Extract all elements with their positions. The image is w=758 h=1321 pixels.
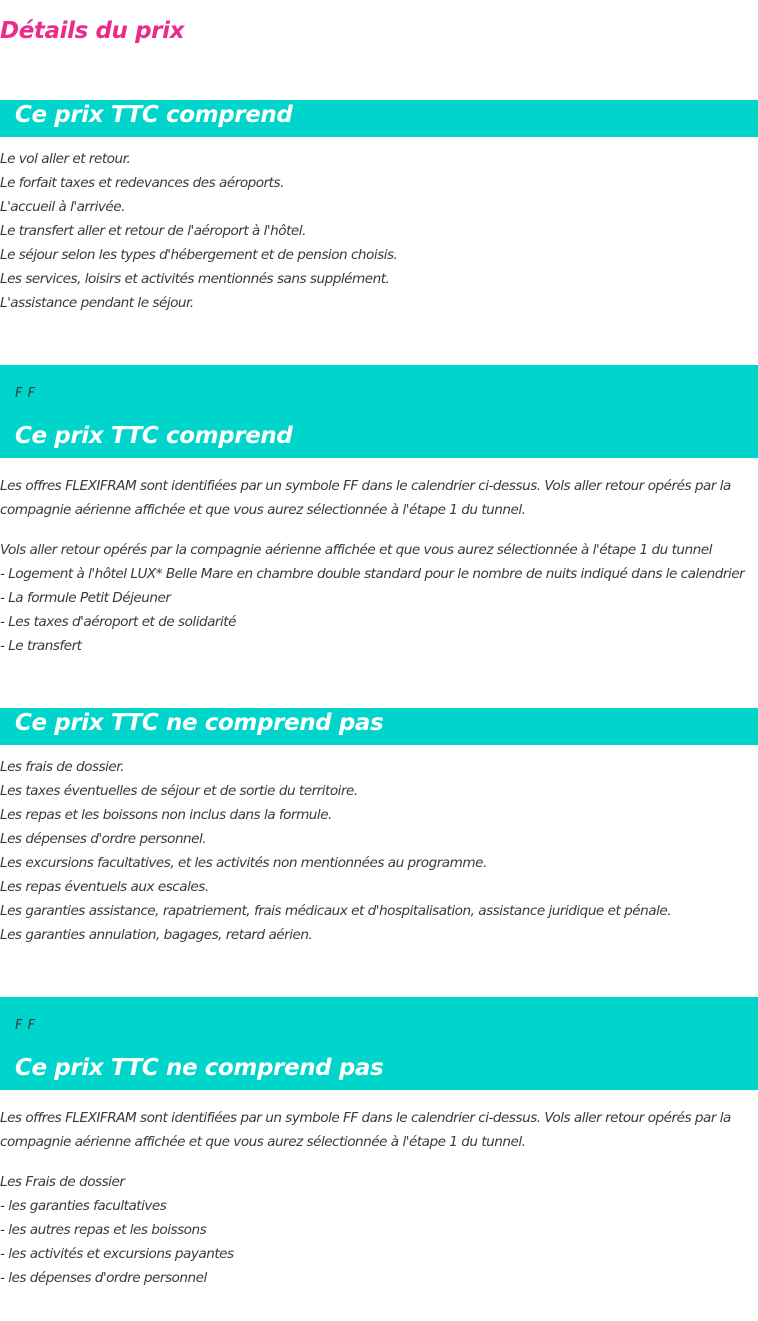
page-title: Détails du prix — [0, 18, 185, 44]
list-item: Les taxes éventuelles de séjour et de sortie du territoire. — [0, 783, 358, 799]
list-item: Vols aller retour opérés par la compagnie aérienne affichée et que vous aurez sélectionnée à l'étape 1 du tunnel — [0, 542, 712, 558]
flexifram-included-list — [0, 538, 758, 658]
section-includes — [0, 100, 758, 315]
ff-symbol: F F — [15, 1018, 36, 1033]
section-header-band — [0, 100, 758, 137]
list-item: Le forfait taxes et redevances des aéroports. — [0, 175, 284, 191]
list-item: - Logement à l'hôtel LUX* Belle Mare en chambre double standard pour le nombre de nuits indiqué dans le calendrier — [0, 566, 745, 582]
list-item: - les activités et excursions payantes — [0, 1246, 234, 1262]
list-item: - La formule Petit Déjeuner — [0, 590, 171, 606]
section-header-band — [0, 365, 758, 458]
section-title: Ce prix TTC ne comprend pas — [15, 1055, 384, 1081]
section-title: Ce prix TTC comprend — [15, 102, 293, 128]
included-items-list — [0, 147, 758, 315]
excluded-items-list — [0, 755, 758, 947]
list-item: - Les taxes d'aéroport et de solidarité — [0, 614, 236, 630]
list-item: Le vol aller et retour. — [0, 151, 131, 167]
section-header-band — [0, 997, 758, 1090]
list-item: - les dépenses d'ordre personnel — [0, 1270, 207, 1286]
list-item: L'assistance pendant le séjour. — [0, 295, 194, 311]
list-item: Les excursions facultatives, et les activités non mentionnées au programme. — [0, 855, 487, 871]
section-title: Ce prix TTC ne comprend pas — [15, 710, 384, 736]
list-item: Le transfert aller et retour de l'aéroport à l'hôtel. — [0, 223, 306, 239]
list-item: Le séjour selon les types d'hébergement et de pension choisis. — [0, 247, 398, 263]
list-item: L'accueil à l'arrivée. — [0, 199, 125, 215]
list-item: Les repas éventuels aux escales. — [0, 879, 209, 895]
list-item: - les autres repas et les boissons — [0, 1222, 207, 1238]
list-item: Les garanties annulation, bagages, retard aérien. — [0, 927, 313, 943]
list-item: - les garanties facultatives — [0, 1198, 167, 1214]
list-item: Les garanties assistance, rapatriement, frais médicaux et d'hospitalisation, assistance juridique et pénale. — [0, 903, 672, 919]
section-flexifram-includes — [0, 365, 758, 658]
list-item: Les Frais de dossier — [0, 1174, 125, 1190]
list-item: Les dépenses d'ordre personnel. — [0, 831, 207, 847]
section-title: Ce prix TTC comprend — [15, 423, 293, 449]
list-item: Les frais de dossier. — [0, 759, 124, 775]
list-item: Les services, loisirs et activités mentionnés sans supplément. — [0, 271, 390, 287]
section-flexifram-excludes — [0, 997, 758, 1290]
list-item: - Le transfert — [0, 638, 82, 654]
section-header-band — [0, 708, 758, 745]
list-item: Les repas et les boissons non inclus dans la formule. — [0, 807, 332, 823]
section-excludes — [0, 708, 758, 947]
flexifram-intro: Les offres FLEXIFRAM sont identifiées par un symbole FF dans le calendrier ci-dessus. Vols aller retour opérés par la compagnie aérienne affichée et que vous aurez sélectionnée à l'étape 1 du tunnel. — [0, 478, 731, 518]
ff-symbol: F F — [15, 386, 36, 401]
flexifram-intro: Les offres FLEXIFRAM sont identifiées par un symbole FF dans le calendrier ci-dessus. Vols aller retour opérés par la compagnie aérienne affichée et que vous aurez sélectionnée à l'étape 1 du tunnel. — [0, 1110, 731, 1150]
flexifram-excluded-list — [0, 1170, 758, 1290]
